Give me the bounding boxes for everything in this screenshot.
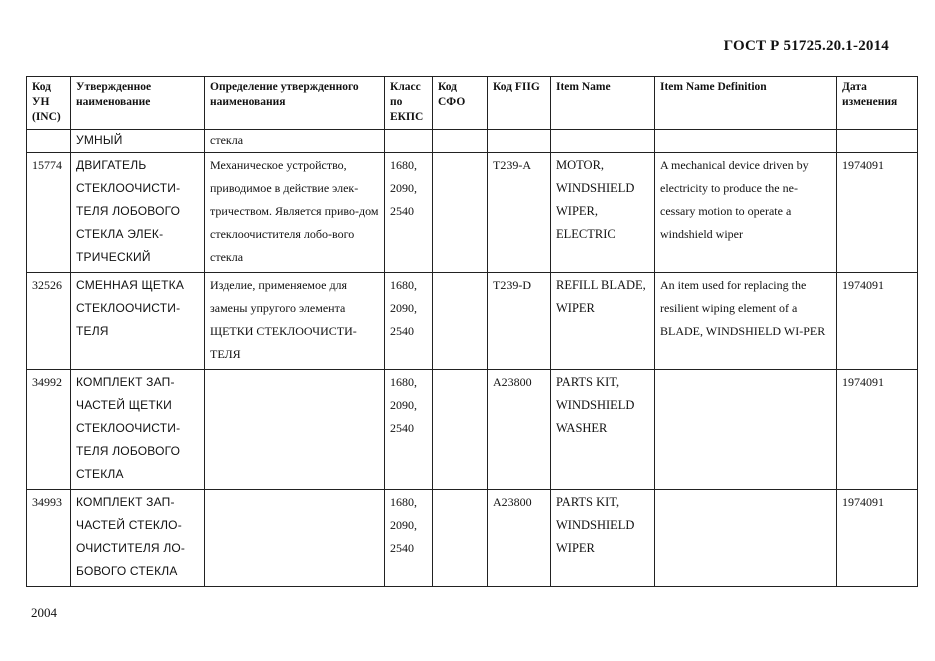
cell-inc: 34992: [27, 370, 71, 490]
cell-fiig: T239-D: [488, 273, 551, 370]
cell-definition: Изделие, применяемое для замены упругого элемента ЩЕТКИ СТЕКЛООЧИСТИ-ТЕЛЯ: [205, 273, 385, 370]
document-title: ГОСТ Р 51725.20.1-2014: [723, 38, 889, 54]
cell-date: 1974091: [837, 273, 918, 370]
cell-date: [837, 130, 918, 153]
cell-definition: [205, 490, 385, 587]
cell-sfo: [433, 490, 488, 587]
page-number: 2004: [31, 605, 57, 620]
header-sfo: Код СФО: [433, 77, 488, 130]
cell-item-name-definition: [655, 370, 837, 490]
table-row: [27, 153, 918, 273]
continuation-row: [27, 130, 918, 153]
cell-item-name: [551, 130, 655, 153]
cell-item-name: PARTS KIT, WINDSHIELD WIPER: [551, 490, 655, 587]
cell-fiig: A23800: [488, 370, 551, 490]
header-name: Утвержденное наименование: [71, 77, 205, 130]
header-fiig: Код FIIG: [488, 77, 551, 130]
cell-name: КОМПЛЕКТ ЗАП-ЧАСТЕЙ ЩЕТКИ СТЕКЛООЧИСТИ-ТЕЛЯ ЛОБОВОГО СТЕКЛА: [71, 370, 205, 490]
cell-date: 1974091: [837, 153, 918, 273]
cell-class: 1680, 2090, 2540: [385, 370, 433, 490]
cell-date: 1974091: [837, 490, 918, 587]
header-date: Дата изменения: [837, 77, 918, 130]
cell-definition: Механическое устройство, приводимое в действие элек-тричеством. Является приво-дом стеклоочистителя лобо-вого стекла: [205, 153, 385, 273]
item-name-table: [26, 76, 918, 587]
cell-date: 1974091: [837, 370, 918, 490]
table-row: [27, 490, 918, 587]
cell-name: КОМПЛЕКТ ЗАП-ЧАСТЕЙ СТЕКЛО-ОЧИСТИТЕЛЯ ЛО-БОВОГО СТЕКЛА: [71, 490, 205, 587]
cell-item-name-definition: [655, 130, 837, 153]
cell-inc: [27, 130, 71, 153]
cell-item-name-definition: An item used for replacing the resilient wiping element of a BLADE, WINDSHIELD WI-PER: [655, 273, 837, 370]
cell-item-name-definition: A mechanical device driven by electricity to produce the ne-cessary motion to operate a windshield wiper: [655, 153, 837, 273]
header-item-name-definition: Item Name Definition: [655, 77, 837, 130]
cell-inc: 15774: [27, 153, 71, 273]
cell-fiig: T239-A: [488, 153, 551, 273]
cell-fiig: A23800: [488, 490, 551, 587]
header-item-name: Item Name: [551, 77, 655, 130]
cell-sfo: [433, 273, 488, 370]
table-header-row: [27, 77, 918, 130]
cell-definition: стекла: [205, 130, 385, 153]
cell-class: 1680, 2090, 2540: [385, 490, 433, 587]
cell-class: [385, 130, 433, 153]
cell-inc: 34993: [27, 490, 71, 587]
cell-sfo: [433, 370, 488, 490]
cell-item-name: PARTS KIT, WINDSHIELD WASHER: [551, 370, 655, 490]
cell-item-name-definition: [655, 490, 837, 587]
cell-inc: 32526: [27, 273, 71, 370]
cell-name: УМНЫЙ: [71, 130, 205, 153]
cell-sfo: [433, 130, 488, 153]
cell-name: ДВИГАТЕЛЬ СТЕКЛООЧИСТИ-ТЕЛЯ ЛОБОВОГО СТЕКЛА ЭЛЕК-ТРИЧЕСКИЙ: [71, 153, 205, 273]
header-class: Класс по ЕКПС: [385, 77, 433, 130]
cell-sfo: [433, 153, 488, 273]
cell-class: 1680, 2090, 2540: [385, 153, 433, 273]
cell-fiig: [488, 130, 551, 153]
cell-class: 1680, 2090, 2540: [385, 273, 433, 370]
cell-name: СМЕННАЯ ЩЕТКА СТЕКЛООЧИСТИ-ТЕЛЯ: [71, 273, 205, 370]
header-inc: Код УН (INC): [27, 77, 71, 130]
cell-definition: [205, 370, 385, 490]
table-row: [27, 370, 918, 490]
cell-item-name: MOTOR, WINDSHIELD WIPER, ELECTRIC: [551, 153, 655, 273]
table-row: [27, 273, 918, 370]
header-definition: Определение утвержденного наименования: [205, 77, 385, 130]
cell-item-name: REFILL BLADE, WIPER: [551, 273, 655, 370]
